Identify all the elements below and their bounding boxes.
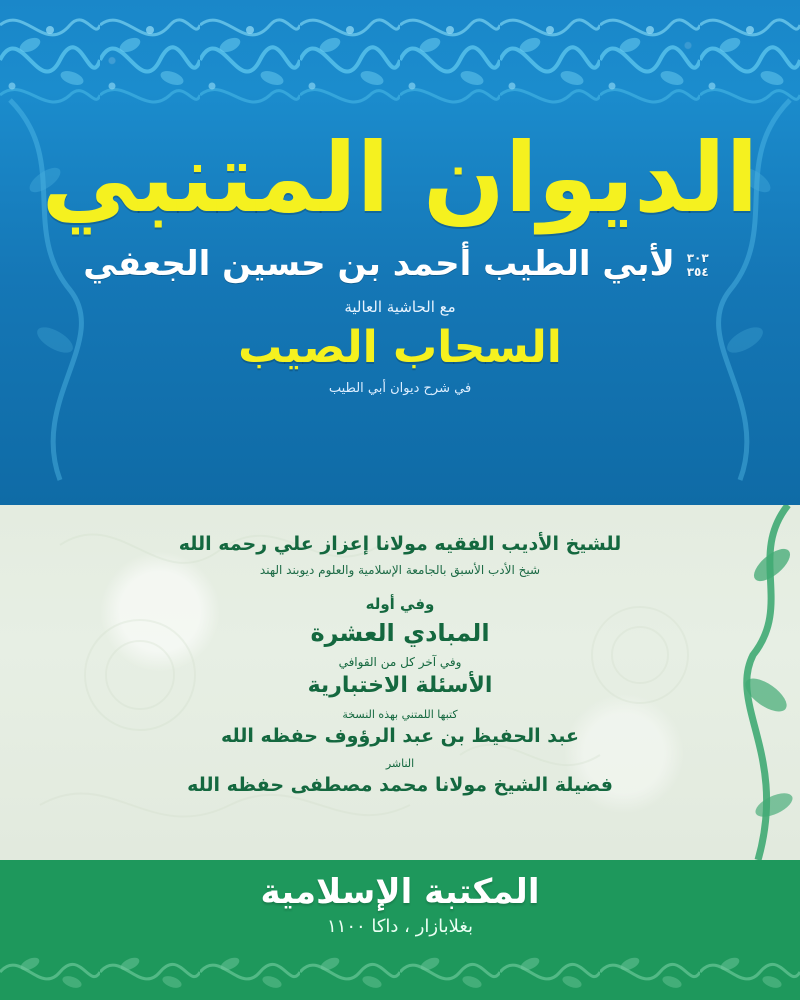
author-year-birth: ٣٠٣ [686, 250, 709, 265]
annotator-name: للشيخ الأديب الفقيه مولانا إعزاز علي رحمه الله [178, 533, 622, 555]
author-year-death: ٣٥٤ [686, 264, 709, 279]
front-matter-title: المبادي العشرة [310, 619, 490, 647]
front-matter-label: وفي أوله [365, 595, 435, 613]
cover-bottom-panel [0, 860, 800, 1000]
editor-name: عبد الحفيظ بن عبد الرؤوف حفظه الله [221, 725, 579, 747]
author-name: لأبي الطيب أحمد بن حسين الجعفي [83, 244, 675, 284]
back-matter-title: الأسئلة الاختبارية [307, 673, 493, 698]
annotator-affiliation: شيخ الأدب الأسبق بالجامعة الإسلامية والعلوم ديوبند الهند [259, 563, 541, 577]
publisher-person-name: فضيلة الشيخ مولانا محمد مصطفى حفظه الله [187, 774, 613, 796]
publisher-address: بغلابازار ، داكا ١١٠٠ [326, 916, 474, 937]
middle-text-block [0, 523, 800, 796]
back-matter-label: وفي آخر كل من القوافي [338, 655, 462, 669]
commentary-label: مع الحاشية العالية [344, 298, 456, 316]
book-main-title: الديوان المتنبي [41, 122, 759, 234]
arabesque-band-icon [0, 944, 800, 1000]
publisher-name: المكتبة الإسلامية [260, 872, 540, 912]
publisher-label: الناشر [385, 757, 415, 770]
commentary-sub-label: في شرح ديوان أبي الطيب [328, 381, 472, 396]
publisher-block [0, 872, 800, 937]
editor-label: كتبها اللمتني بهذه النسخة [342, 708, 458, 721]
author-years [687, 252, 709, 280]
title-block [0, 118, 800, 396]
cover-middle-panel [0, 505, 800, 860]
commentary-title: السحاب الصيب [238, 322, 562, 373]
book-author-line [0, 244, 800, 284]
